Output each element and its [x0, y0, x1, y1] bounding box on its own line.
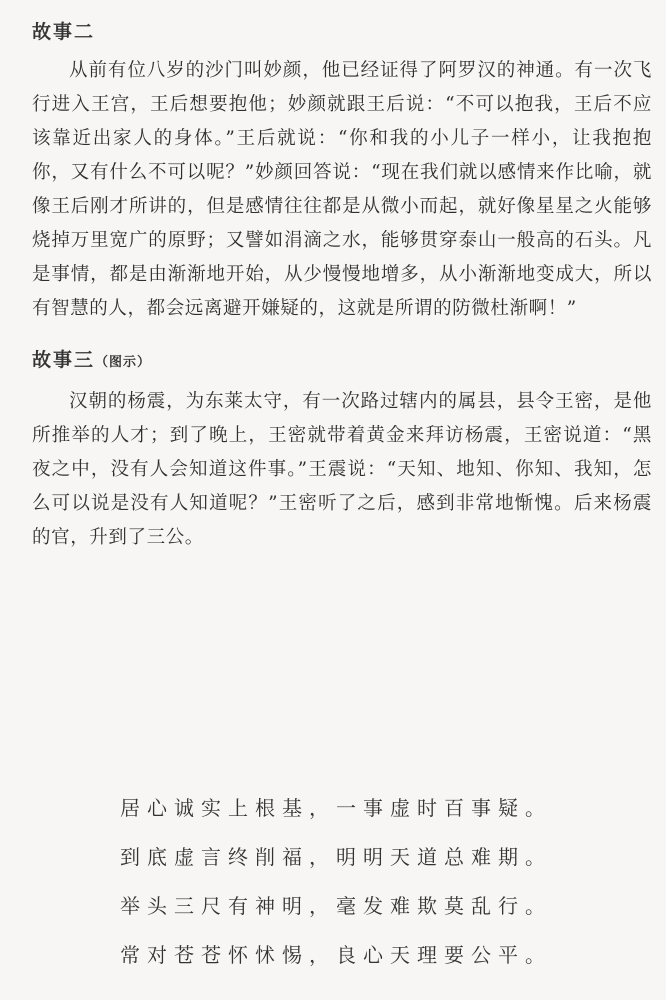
story-three: [32, 346, 652, 555]
verse-line: 居心诚实上根基，一事虚时百事疑。: [120, 796, 552, 820]
story-three-body: 汉朝的杨震，为东莱太守，有一次路过辖内的属县，县令王密，是他所推举的人才；到了晚上，王密就带着黄金来拜访杨震，王密说道：“黑夜之中，没有人会知道这件事。”王震说：“天知、地知、你知、我知，怎么可以说是没有人知道呢？”王密听了之后，感到非常地惭愧。后来杨震的官，升到了三公。: [32, 391, 652, 548]
verse-line: 举头三尺有神明，毫发难欺莫乱行。: [120, 894, 552, 918]
story-three-title: 故事三: [32, 349, 96, 371]
verse-block: [120, 796, 640, 992]
story-three-heading-note: （图示）: [95, 355, 152, 370]
story-three-heading: [32, 346, 652, 377]
story-two-heading: [32, 18, 652, 46]
story-two: [32, 18, 652, 326]
story-two-title: 故事二: [32, 21, 96, 43]
story-two-body: 从前有位八岁的沙门叫妙颜，他已经证得了阿罗汉的神通。有一次飞行进入王宫，王后想要抱他；妙颜就跟王后说：“不可以抱我，王后不应该靠近出家人的身体。”王后就说：“你和我的小儿子一样小，让我抱抱你，又有什么不可以呢？”妙颜回答说：“现在我们就以感情来作比喻，就像王后刚才所讲的，但是感情往往都是从微小而起，就好像星星之火能够烧掉万里宽广的原野；又譬如涓滴之水，能够贯穿泰山一般高的石头。凡是事情，都是由渐渐地开始，从少慢慢地增多，从小渐渐地变成大，所以有智慧的人，都会远离避开嫌疑的，这就是所谓的防微杜渐啊！”: [32, 60, 652, 319]
verse-line: 常对苍苍怀怵惕，良心天理要公平。: [120, 943, 552, 967]
verse-line: 到底虚言终削福，明明天道总难期。: [120, 845, 552, 869]
